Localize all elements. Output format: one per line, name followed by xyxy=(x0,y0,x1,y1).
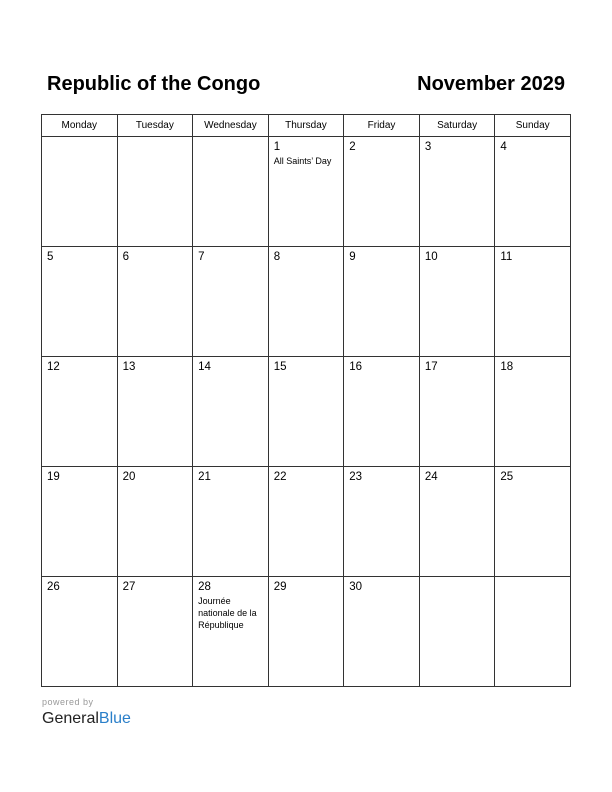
day-cell xyxy=(419,357,495,467)
brand-name-blue: Blue xyxy=(98,710,131,727)
day-number: 5 xyxy=(47,251,54,263)
day-number: 16 xyxy=(349,361,363,373)
weekday-header: Sunday xyxy=(495,115,571,137)
day-number: 14 xyxy=(198,361,211,373)
day-cell xyxy=(42,357,118,467)
footer-branding xyxy=(42,697,131,729)
day-number: 3 xyxy=(424,141,432,153)
day-cell xyxy=(419,467,495,577)
day-cell xyxy=(268,357,344,467)
day-cell xyxy=(419,577,495,687)
day-cell xyxy=(268,577,344,687)
day-cell xyxy=(42,247,118,357)
weekday-header: Saturday xyxy=(419,115,495,137)
week-row xyxy=(42,577,571,687)
day-cell xyxy=(495,357,571,467)
day-cell xyxy=(117,137,193,247)
day-cell xyxy=(495,137,571,247)
day-number: 9 xyxy=(349,251,356,263)
day-cell xyxy=(344,137,420,247)
day-cell xyxy=(344,247,420,357)
week-row xyxy=(42,357,571,467)
day-cell xyxy=(344,577,420,687)
day-number: 21 xyxy=(198,471,211,483)
weekday-header: Tuesday xyxy=(117,115,193,137)
day-cell xyxy=(268,467,344,577)
day-cell xyxy=(419,137,495,247)
day-number: 24 xyxy=(424,471,438,483)
day-cell xyxy=(193,577,269,687)
day-number: 10 xyxy=(424,251,438,263)
day-number xyxy=(118,137,193,141)
day-cell xyxy=(42,467,118,577)
day-number: 2 xyxy=(349,141,356,153)
day-cell xyxy=(495,467,571,577)
day-number xyxy=(495,577,570,581)
day-cell xyxy=(419,247,495,357)
day-cell xyxy=(117,357,193,467)
day-cell xyxy=(117,577,193,687)
day-cell xyxy=(193,467,269,577)
day-number: 29 xyxy=(273,581,287,593)
day-number: 4 xyxy=(500,141,507,153)
day-number xyxy=(42,137,117,141)
day-cell xyxy=(495,247,571,357)
day-number: 20 xyxy=(122,471,136,483)
holiday-label: All Saints’ Day xyxy=(273,156,332,166)
day-number: 17 xyxy=(424,361,438,373)
weekday-header: Monday xyxy=(42,115,118,137)
weekday-header: Friday xyxy=(344,115,420,137)
day-number: 18 xyxy=(500,361,514,373)
day-cell xyxy=(117,247,193,357)
day-cell xyxy=(193,137,269,247)
day-number: 1 xyxy=(273,141,281,153)
day-number: 13 xyxy=(122,361,136,373)
day-number: 11 xyxy=(500,251,513,263)
day-number: 15 xyxy=(273,361,287,373)
day-cell xyxy=(344,467,420,577)
weekday-header-row xyxy=(42,115,571,137)
day-cell xyxy=(117,467,193,577)
day-number: 25 xyxy=(500,471,514,483)
week-row xyxy=(42,137,571,247)
month-year-title: November 2029 xyxy=(417,73,565,95)
brand-logo xyxy=(42,709,131,729)
day-cell xyxy=(268,137,344,247)
holiday-label: Journée nationale de la République xyxy=(198,596,257,630)
day-cell xyxy=(193,247,269,357)
brand-name-general: General xyxy=(42,710,99,727)
day-number: 23 xyxy=(349,471,363,483)
day-cell xyxy=(344,357,420,467)
day-number: 12 xyxy=(47,361,60,373)
day-number xyxy=(420,577,495,581)
day-number: 27 xyxy=(122,581,136,593)
day-cell xyxy=(495,577,571,687)
day-cell xyxy=(268,247,344,357)
day-number: 8 xyxy=(273,251,281,263)
day-number: 6 xyxy=(122,251,129,263)
powered-by-text: powered by xyxy=(42,697,94,707)
day-cell xyxy=(42,577,118,687)
weekday-header: Wednesday xyxy=(193,115,269,137)
day-number: 22 xyxy=(273,471,287,483)
day-number: 19 xyxy=(47,471,60,483)
week-row xyxy=(42,247,571,357)
country-title: Republic of the Congo xyxy=(47,73,261,95)
day-cell xyxy=(193,357,269,467)
day-number: 28 xyxy=(198,581,211,593)
day-number: 26 xyxy=(47,581,60,593)
week-row xyxy=(42,467,571,577)
day-number xyxy=(193,137,268,141)
calendar-grid xyxy=(41,114,571,687)
weekday-header: Thursday xyxy=(268,115,344,137)
day-number: 30 xyxy=(349,581,363,593)
day-number: 7 xyxy=(198,251,205,263)
day-cell xyxy=(42,137,118,247)
